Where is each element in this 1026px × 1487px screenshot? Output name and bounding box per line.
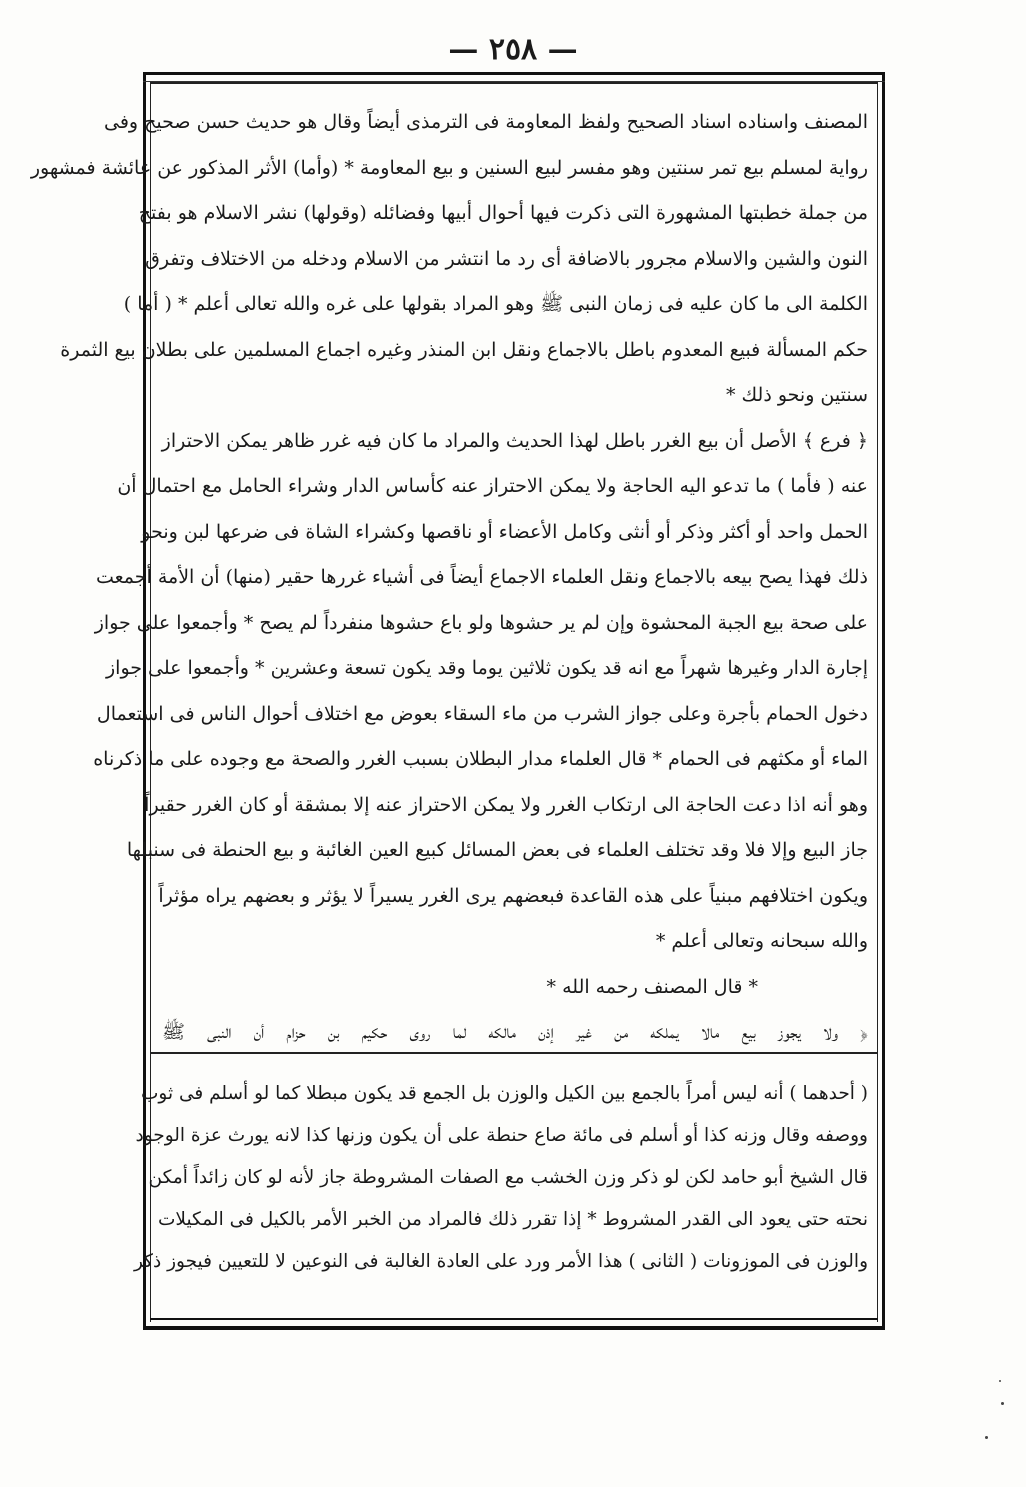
main-text-line: الحمل واحد أو أكثر وذكر أو أنثى وكامل الأعضاء أو ناقصها وكشراء الشاة فى ضرعها لبن ونحو: [141, 520, 868, 543]
main-text-block: [30, 100, 868, 1056]
main-text-line: ويكون اختلافهم مبنياً على هذه القاعدة فبعضهم يرى الغرر يسيراً لا يؤثر و بعضهم يراه مؤثراً: [158, 884, 868, 907]
main-text-line: سنتين ونحو ذلك *: [725, 384, 868, 406]
main-text-line: ذلك فهذا يصح بيعه بالاجماع ونقل العلماء الاجماع أيضاً فى أشياء غررها حقير (منها) أن الأمة أجمعت: [95, 566, 868, 588]
scan-speck: [1001, 1402, 1004, 1405]
main-text-line: المصنف واسناده اسناد الصحيح ولفظ المعاومة فى الترمذى أيضاً وقال هو حديث حسن صحيح وفى: [104, 111, 868, 133]
main-text-line: الماء أو مكثهم فى الحمام * قال العلماء مدار البطلان بسبب الغرر والصحة مع وجوده على ما ذكرناه: [93, 748, 868, 770]
main-text-line: جاز البيع وإلا فلا وقد تختلف العلماء فى بعض المسائل كبيع العين الغائبة و بيع الحنطة فى سنبلها: [126, 839, 868, 861]
section-heading: * قال المصنف رحمه الله *: [546, 975, 758, 998]
footnote-line: ( أحدهما ) أنه ليس أمراً بالجمع بين الكيل والوزن بل الجمع قد يكون مبطلا كما لو أسلم فى ثوب: [140, 1083, 868, 1104]
footnote-line: نحته حتى يعود الى القدر المشروط * إذا تقرر ذلك فالمراد من الخبر الأمر بالكيل فى المكيلات: [157, 1209, 868, 1230]
footnote-divider: [150, 1052, 878, 1054]
page-frame-top-strip: [143, 72, 885, 82]
footnote-line: قال الشيخ أبو حامد لكن لو ذكر وزن الخشب مع الصفات المشروطة جاز لأنه لو كان زائداً أمكن: [148, 1167, 868, 1188]
main-text-line: دخول الحمام بأجرة وعلى جواز الشرب من ماء السقاء بعوض مع اختلاف أحوال الناس فى استعمال: [96, 702, 868, 725]
main-text-line: ﴿ ولا يجوز بيع مالا يملكه من غير إذن مالكه لما روى حكيم بن حزام أن النبى ﷺ: [162, 1021, 868, 1043]
main-text-line: من جملة خطبتها المشهورة التى ذكرت فيها أحوال أبيها وفضائله (وقولها) نشر الاسلام هو بفتح: [138, 202, 868, 224]
main-text-line: والله سبحانه وتعالى أعلم *: [655, 930, 868, 952]
page-number: — ٢٥٨ —: [448, 32, 578, 67]
main-text-line: حكم المسألة فبيع المعدوم باطل بالاجماع ونقل ابن المنذر وغيره اجماع المسلمين على بطلان بيع الثمرة: [60, 338, 868, 361]
footnote-text-block: [133, 1073, 868, 1283]
scan-speck: [999, 1380, 1001, 1382]
main-text-line: الكلمة الى ما كان عليه فى زمان النبى ﷺ وهو المراد بقولها على غره والله تعالى أعلم * ( أما ): [123, 293, 868, 315]
main-text-line: على صحة بيع الجبة المحشوة وإن لم ير حشوها ولو باع حشوها منفرداً لم يصح * وأجمعوا على جواز: [94, 611, 868, 634]
main-text-line: إجارة الدار وغيرها شهراً مع انه قد يكون ثلاثين يوما وقد يكون تسعة وعشرين * وأجمعوا على جواز: [105, 657, 868, 679]
main-text-line: النون والشين والاسلام مجرور بالاضافة أى رد ما انتشر من الاسلام ودخله من الاختلاف وتفرق: [145, 247, 868, 270]
footnote-line: والوزن فى الموزونات ( الثانى ) هذا الأمر ورد على العادة الغالبة فى النوعين لا للتعيين فيجوز ذكر: [133, 1251, 868, 1272]
main-text-line: عنه ( فأما ) ما تدعو اليه الحاجة ولا يمكن الاحتراز عنه كأساس الدار وشراء الحامل مع احتمال أن: [117, 475, 868, 497]
bottom-rule-outer: [143, 1326, 885, 1329]
main-text-line: وهو أنه اذا دعت الحاجة الى ارتكاب الغرر ولا يمكن الاحتراز عنه إلا بمشقة أو كان الغرر حقيراً: [144, 793, 868, 816]
bottom-rule-inner: [150, 1318, 878, 1320]
main-text-line: رواية لمسلم بيع تمر سنتين وهو مفسر لبيع السنين و بيع المعاومة * (وأما) الأثر المذكور عن عائشة فمشهور: [30, 156, 868, 179]
main-text-line: ﴿ فرع ﴾ الأصل أن بيع الغرر باطل لهذا الحديث والمراد ما كان فيه غرر ظاهر يمكن الاحتراز: [161, 429, 868, 452]
scan-speck: [985, 1436, 988, 1439]
footnote-line: ووصفه وقال وزنه كذا أو أسلم فى مائة صاع حنطة على أن يكون وزنها كذا لانه يورث عزة الوجود: [135, 1125, 868, 1146]
